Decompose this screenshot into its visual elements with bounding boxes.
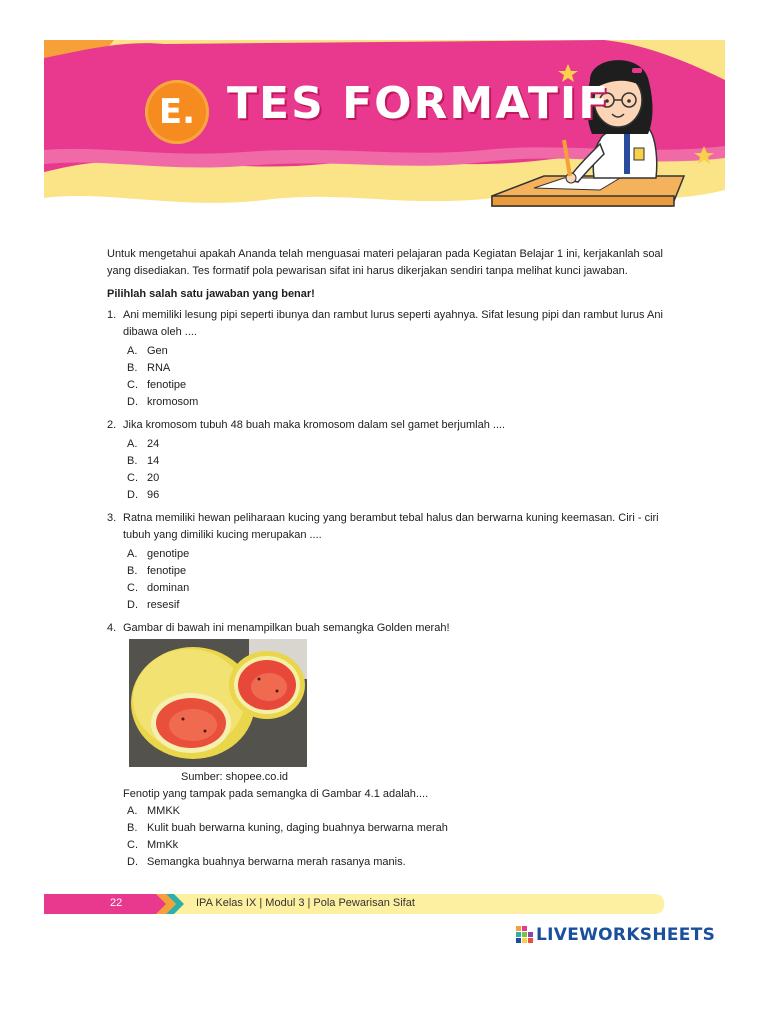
question-text: Gambar di bawah ini menampilkan buah semangka Golden merah!	[123, 622, 450, 634]
option-letter: D.	[127, 396, 138, 408]
option-letter: A.	[127, 345, 138, 357]
option-b[interactable]	[127, 360, 663, 377]
intro-paragraph: Untuk mengetahui apakah Ananda telah menguasai materi pelajaran pada Kegiatan Belajar 1 ini, kerjakanlah soal yang disediakan. Tes formatif pola pewarisan sifat ini harus dikerjakan sendiri tanpa melihat kunci jawaban.	[107, 248, 663, 277]
option-letter: A.	[127, 438, 138, 450]
option-letter: A.	[127, 805, 138, 817]
option-letter: D.	[127, 489, 138, 501]
option-text: resesif	[147, 599, 180, 611]
option-letter: D.	[127, 856, 138, 868]
page-footer	[44, 894, 664, 914]
option-text: kromosom	[147, 396, 199, 408]
question-text: Jika kromosom tubuh 48 buah maka kromosom dalam sel gamet berjumlah ....	[123, 419, 506, 431]
page-number: 22	[110, 897, 123, 909]
option-a[interactable]	[127, 803, 663, 820]
option-text: Gen	[147, 345, 168, 357]
question-number: 4.	[107, 622, 117, 634]
option-letter: D.	[127, 599, 138, 611]
question-2	[107, 417, 663, 504]
option-a[interactable]	[127, 436, 663, 453]
question-3	[107, 510, 663, 614]
option-text: 14	[147, 455, 160, 467]
option-d[interactable]	[127, 597, 663, 614]
option-c[interactable]	[127, 580, 663, 597]
question-number: 1.	[107, 309, 117, 321]
option-letter: C.	[127, 472, 138, 484]
option-text: 20	[147, 472, 160, 484]
option-text: MMKK	[147, 805, 180, 817]
option-text: Semangka buahnya berwarna merah rasanya manis.	[147, 856, 406, 868]
question-number: 3.	[107, 512, 117, 524]
option-text: dominan	[147, 582, 190, 594]
options-list	[107, 343, 663, 411]
footer-text: IPA Kelas IX | Modul 3 | Pola Pewarisan Sifat	[196, 897, 415, 909]
question-1	[107, 307, 663, 411]
option-d[interactable]	[127, 487, 663, 504]
question-4	[107, 620, 663, 871]
option-letter: C.	[127, 582, 138, 594]
option-letter: B.	[127, 822, 138, 834]
options-list	[107, 803, 663, 871]
option-letter: C.	[127, 379, 138, 391]
page-title: TES FORMATIF	[227, 78, 611, 129]
content-area	[107, 246, 663, 877]
option-c[interactable]	[127, 377, 663, 394]
option-text: 24	[147, 438, 160, 450]
option-c[interactable]	[127, 837, 663, 854]
option-text: genotipe	[147, 548, 190, 560]
question-number: 2.	[107, 419, 117, 431]
option-a[interactable]	[127, 343, 663, 360]
followup-question: Fenotip yang tampak pada semangka di Gambar 4.1 adalah....	[123, 788, 429, 800]
option-text: MmKk	[147, 839, 179, 851]
option-text: RNA	[147, 362, 171, 374]
instruction-text: Pilihlah salah satu jawaban yang benar!	[107, 288, 315, 300]
liveworksheets-logo[interactable]	[516, 924, 715, 946]
header-banner	[44, 40, 725, 210]
question-text: Ani memiliki lesung pipi seperti ibunya dan rambut lurus seperti ayahnya. Sifat lesung pipi dan rambut lurus Ani dibawa oleh ....	[123, 309, 663, 338]
option-letter: A.	[127, 548, 138, 560]
option-text: Kulit buah berwarna kuning, daging buahnya berwarna merah	[147, 822, 448, 834]
liveworksheets-icon	[516, 926, 534, 944]
option-letter: B.	[127, 362, 138, 374]
option-text: fenotipe	[147, 379, 187, 391]
option-text: fenotipe	[147, 565, 187, 577]
option-letter: C.	[127, 839, 138, 851]
option-b[interactable]	[127, 453, 663, 470]
image-caption: Sumber: shopee.co.id	[181, 771, 289, 783]
option-d[interactable]	[127, 394, 663, 411]
options-list	[107, 546, 663, 614]
option-letter: B.	[127, 565, 138, 577]
option-b[interactable]	[127, 563, 663, 580]
question-text: Ratna memiliki hewan peliharaan kucing yang berambut tebal halus dan berwarna kuning keemasan. Ciri - ciri tubuh yang dimiliki kucing merupakan ....	[123, 512, 659, 541]
option-text: 96	[147, 489, 160, 501]
options-list	[107, 436, 663, 504]
watermelon-photo	[129, 639, 307, 767]
option-c[interactable]	[127, 470, 663, 487]
option-letter: B.	[127, 455, 138, 467]
option-d[interactable]	[127, 854, 663, 871]
option-a[interactable]	[127, 546, 663, 563]
brand-name: LIVEWORKSHEETS	[536, 925, 716, 945]
section-badge: E.	[145, 80, 209, 144]
option-b[interactable]	[127, 820, 663, 837]
